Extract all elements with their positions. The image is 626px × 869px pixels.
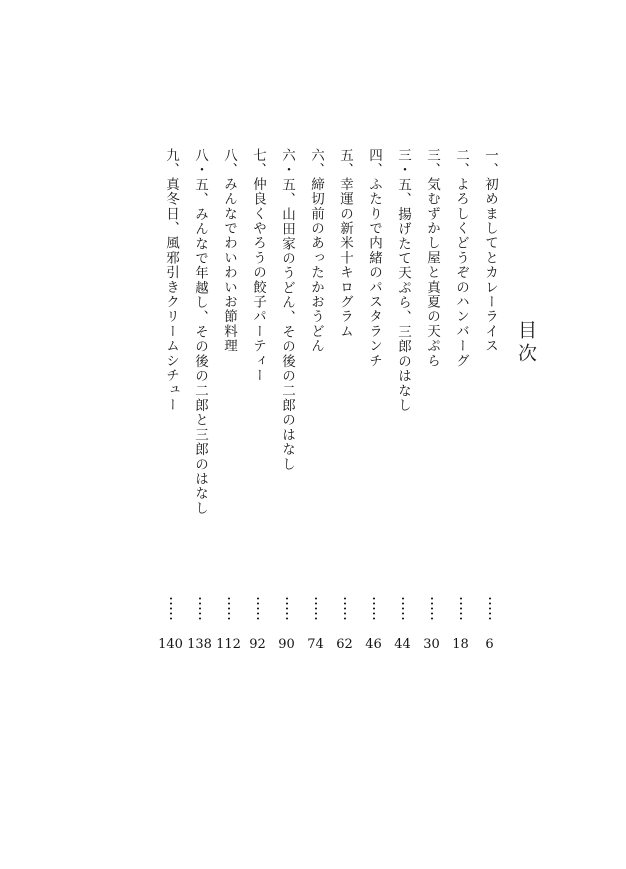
toc-entry-page: 18 — [452, 637, 469, 652]
dot-leader — [431, 596, 433, 622]
toc-entry-page: 30 — [423, 637, 440, 652]
toc-entry-number: 七、 — [250, 148, 266, 178]
dot-leader — [344, 596, 346, 622]
toc-entry[interactable] — [272, 148, 301, 678]
toc-entry-title: よろしくどうぞのハンバーグ — [453, 177, 469, 369]
toc-entry[interactable] — [243, 148, 272, 678]
dot-leader — [228, 596, 230, 622]
table-of-contents — [104, 148, 504, 678]
toc-entry[interactable] — [301, 148, 330, 678]
toc-entry-page: 44 — [394, 637, 411, 652]
toc-entry-number: 八・五、 — [192, 148, 208, 207]
dot-leader — [373, 596, 375, 622]
toc-entry[interactable] — [156, 148, 185, 678]
toc-entry[interactable] — [446, 148, 475, 678]
dot-leader — [170, 596, 172, 622]
toc-entry-number: 二、 — [453, 148, 469, 178]
toc-entry-page: 138 — [187, 637, 212, 652]
toc-entry[interactable] — [185, 148, 214, 678]
toc-entry-number: 五、 — [337, 148, 353, 178]
toc-entry-number: 三・五、 — [395, 148, 411, 207]
toc-entry-title: 揚げたて天ぷら、三郎のはなし — [395, 206, 411, 413]
toc-entry[interactable] — [214, 148, 243, 678]
toc-entry-page: 140 — [158, 637, 183, 652]
toc-entry-page: 74 — [307, 637, 324, 652]
toc-entry[interactable] — [330, 148, 359, 678]
toc-entry-number: 九、 — [163, 148, 179, 178]
page-title: 目次 — [515, 320, 537, 366]
toc-entry-title: 気むずかし屋と真夏の天ぷら — [424, 177, 440, 369]
toc-entry-page: 62 — [336, 637, 353, 652]
dot-leader — [199, 596, 201, 622]
toc-entry-title: みんなでわいわいお節料理 — [221, 177, 237, 354]
dot-leader — [257, 596, 259, 622]
dot-leader — [402, 596, 404, 622]
toc-entry-number: 六・五、 — [279, 148, 295, 207]
toc-entry-title: ふたりで内緒のパスタランチ — [366, 177, 382, 369]
dot-leader — [489, 596, 491, 622]
toc-entry-number: 三、 — [424, 148, 440, 178]
toc-entry-title: みんなで年越し、その後の二郎と三郎のはなし — [192, 206, 208, 516]
toc-entry[interactable] — [417, 148, 446, 678]
toc-entry[interactable] — [359, 148, 388, 678]
toc-entry-number: 八、 — [221, 148, 237, 178]
toc-entry-title: 仲良くやろうの餃子パーティー — [250, 177, 266, 384]
toc-entry[interactable] — [475, 148, 504, 678]
toc-entry-page: 90 — [278, 637, 295, 652]
dot-leader — [460, 596, 462, 622]
toc-entry-number: 六、 — [308, 148, 324, 178]
toc-entry[interactable] — [388, 148, 417, 678]
toc-entry-page: 46 — [365, 637, 382, 652]
toc-entry-number: 一、 — [482, 148, 498, 178]
dot-leader — [315, 596, 317, 622]
toc-entry-title: 初めましてとカレーライス — [482, 177, 498, 354]
toc-entry-page: 92 — [249, 637, 266, 652]
toc-entry-title: 締切前のあったかおうどん — [308, 177, 324, 354]
dot-leader — [286, 596, 288, 622]
toc-entry-title: 山田家のうどん、その後の二郎のはなし — [279, 206, 295, 472]
toc-entry-page: 112 — [216, 637, 241, 652]
toc-entry-title: 幸運の新米十キログラム — [337, 177, 353, 340]
toc-entry-page: 6 — [485, 637, 494, 652]
toc-entry-title: 真冬日、風邪引きクリームシチュー — [163, 177, 179, 413]
toc-entry-number: 四、 — [366, 148, 382, 178]
